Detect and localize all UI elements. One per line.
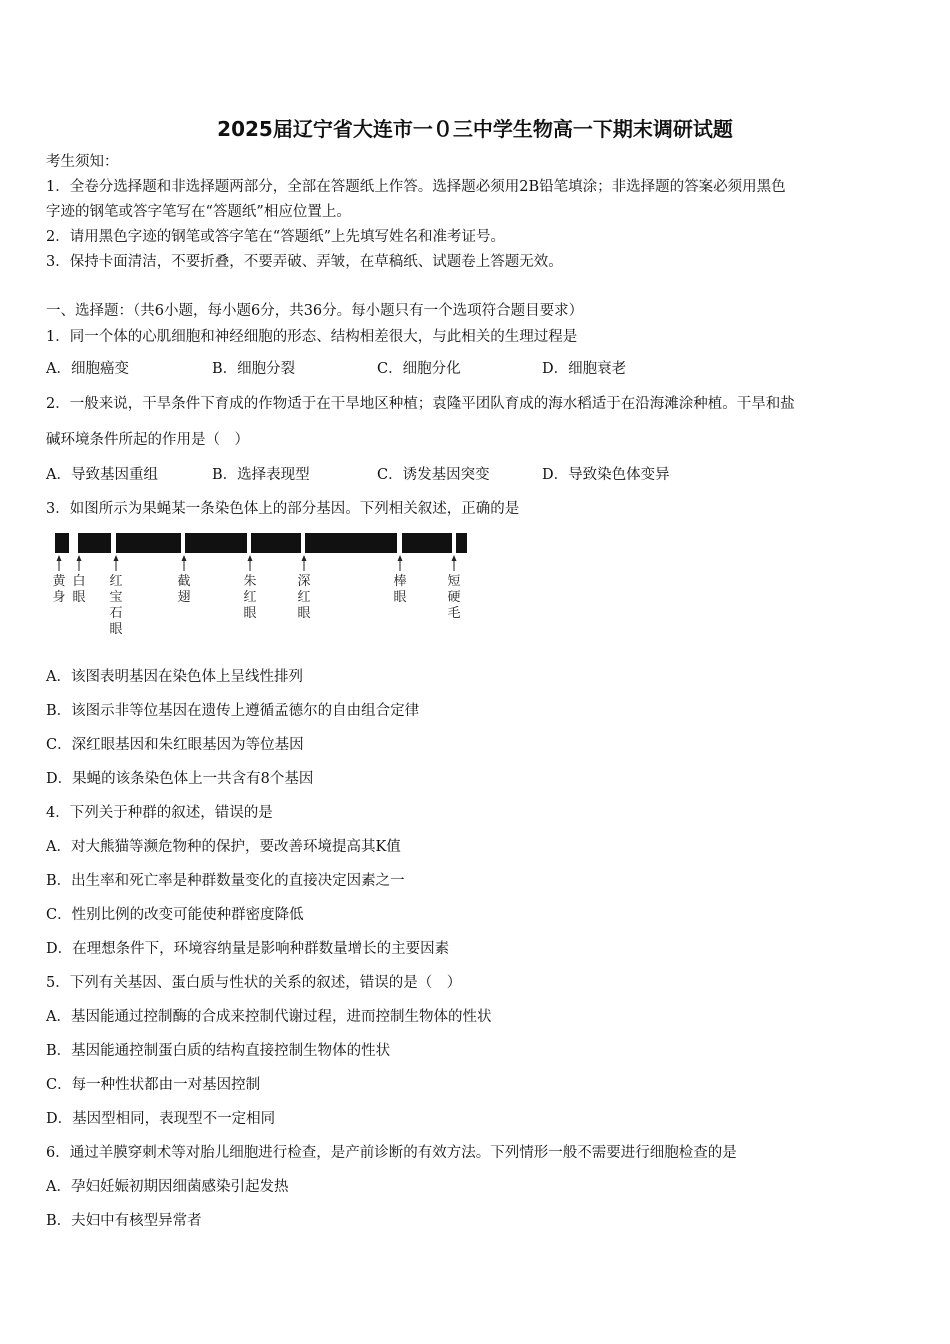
chromosome-segment bbox=[78, 533, 111, 553]
gene-arrow-head bbox=[248, 555, 253, 561]
gene-arrow-head bbox=[57, 555, 62, 561]
option-c[interactable]: C．诱发基因突变 bbox=[377, 467, 490, 483]
gene-label: 朱红眼 bbox=[243, 574, 257, 621]
option-b[interactable]: B．细胞分裂 bbox=[212, 361, 296, 377]
gene-label: 短硬毛 bbox=[447, 574, 461, 621]
option-a[interactable]: A．导致基因重组 bbox=[46, 467, 158, 483]
gene-arrow-head bbox=[77, 555, 82, 561]
chromosome-segment bbox=[55, 533, 69, 553]
option-a[interactable]: A．对大熊猫等濒危物种的保护，要改善环境提高其K值 bbox=[46, 839, 401, 855]
question-5-stem: 5．下列有关基因、蛋白质与性状的关系的叙述，错误的是（ ） bbox=[46, 975, 462, 991]
gene-label: 深红眼 bbox=[297, 574, 311, 621]
gene-arrow-head bbox=[302, 555, 307, 561]
section-heading: 一、选择题：（共6小题，每小题6分，共36分。每小题只有一个选项符合题目要求） bbox=[46, 303, 584, 319]
option-b[interactable]: B．基因能通控制蛋白质的结构直接控制生物体的性状 bbox=[46, 1043, 391, 1059]
gene-arrow-head bbox=[452, 555, 457, 561]
chromosome-segment bbox=[402, 533, 452, 553]
gene-arrow-head bbox=[114, 555, 119, 561]
option-d[interactable]: D．果蝇的该条染色体上一共含有8个基因 bbox=[46, 771, 314, 787]
option-b[interactable]: B．夫妇中有核型异常者 bbox=[46, 1213, 202, 1229]
chromosome-segment bbox=[251, 533, 301, 553]
chromosome-segment bbox=[185, 533, 247, 553]
chromosome-segment bbox=[116, 533, 181, 553]
gene-markers bbox=[52, 555, 460, 637]
notice-item: 字迹的钢笔或答字笔写在“答题纸”相应位置上。 bbox=[46, 204, 351, 220]
page-title: 2025届辽宁省大连市一０三中学生物高一下期末调研试题 bbox=[217, 117, 733, 141]
option-a[interactable]: A．基因能通过控制酶的合成来控制代谢过程，进而控制生物体的性状 bbox=[46, 1009, 492, 1025]
option-c[interactable]: C．性别比例的改变可能使种群密度降低 bbox=[46, 907, 304, 923]
gene-arrow-head bbox=[182, 555, 187, 561]
notice-heading: 考生须知： bbox=[46, 154, 119, 170]
gene-label: 白眼 bbox=[72, 574, 86, 605]
option-b[interactable]: B．选择表现型 bbox=[212, 467, 310, 483]
question-1-stem: 1．同一个体的心肌细胞和神经细胞的形态、结构相差很大，与此相关的生理过程是 bbox=[46, 329, 578, 345]
chromosome-segment bbox=[456, 533, 467, 553]
question-2-stem-cont: 碱环境条件所起的作用是（ ） bbox=[46, 432, 249, 448]
question-2-stem: 2．一般来说，干旱条件下育成的作物适于在干旱地区种植；袁隆平团队育成的海水稻适于在沿海滩涂种植。干旱和盐 bbox=[46, 396, 795, 412]
gene-arrow-head bbox=[398, 555, 403, 561]
option-d[interactable]: D．在理想条件下，环境容纳量是影响种群数量增长的主要因素 bbox=[46, 941, 450, 957]
gene-label: 截翅 bbox=[177, 574, 191, 605]
question-3-stem: 3．如图所示为果蝇某一条染色体上的部分基因。下列相关叙述，正确的是 bbox=[46, 501, 520, 517]
chromosome-segment bbox=[305, 533, 397, 553]
option-d[interactable]: D．导致染色体变异 bbox=[542, 467, 670, 483]
notice-item: 3．保持卡面清洁，不要折叠，不要弄破、弄皱，在草稿纸、试题卷上答题无效。 bbox=[46, 254, 563, 270]
gene-label: 黄身 bbox=[52, 574, 66, 605]
chromosome-bar bbox=[55, 533, 467, 553]
option-a[interactable]: A．孕妇妊娠初期因细菌感染引起发热 bbox=[46, 1179, 289, 1195]
option-b[interactable]: B．该图示非等位基因在遗传上遵循孟德尔的自由组合定律 bbox=[46, 703, 420, 719]
notice-item: 1．全卷分选择题和非选择题两部分，全部在答题纸上作答。选择题必须用2B铅笔填涂；非选择题的答案必须用黑色 bbox=[46, 179, 786, 195]
option-b[interactable]: B．出生率和死亡率是种群数量变化的直接决定因素之一 bbox=[46, 873, 405, 889]
option-a[interactable]: A．细胞癌变 bbox=[46, 361, 129, 377]
option-d[interactable]: D．细胞衰老 bbox=[542, 361, 627, 377]
question-6-stem: 6．通过羊膜穿刺术等对胎儿细胞进行检查，是产前诊断的有效方法。下列情形一般不需要进行细胞检查的是 bbox=[46, 1145, 737, 1161]
gene-label: 红宝石眼 bbox=[109, 574, 123, 637]
question-4-stem: 4．下列关于种群的叙述，错误的是 bbox=[46, 805, 273, 821]
option-d[interactable]: D．基因型相同，表现型不一定相同 bbox=[46, 1111, 276, 1127]
notice-item: 2．请用黑色字迹的钢笔或答字笔在“答题纸”上先填写姓名和准考证号。 bbox=[46, 229, 506, 245]
option-c[interactable]: C．深红眼基因和朱红眼基因为等位基因 bbox=[46, 737, 304, 753]
option-a[interactable]: A．该图表明基因在染色体上呈线性排列 bbox=[46, 669, 303, 685]
option-c[interactable]: C．细胞分化 bbox=[377, 361, 461, 377]
chromosome-gene-diagram bbox=[50, 530, 480, 640]
option-c[interactable]: C．每一种性状都由一对基因控制 bbox=[46, 1077, 261, 1093]
gene-label: 棒眼 bbox=[393, 574, 407, 605]
